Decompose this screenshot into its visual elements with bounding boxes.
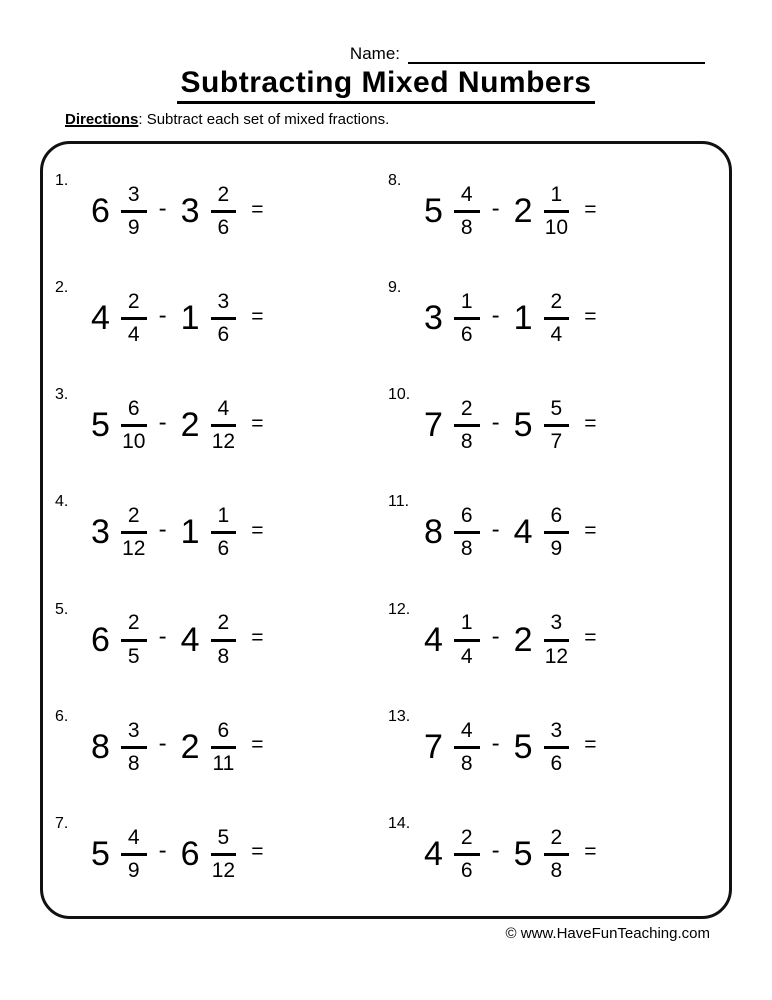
fraction-1: [454, 397, 480, 454]
problem-number: 5.: [55, 600, 69, 618]
title-row: [0, 66, 772, 104]
minus-sign: -: [491, 408, 500, 436]
minus-sign: -: [491, 194, 500, 222]
name-row: [0, 0, 772, 64]
problem-9: [388, 265, 721, 372]
denominator-2: 11: [212, 751, 235, 775]
denominator-1: 12: [122, 537, 146, 561]
denominator-2: 12: [544, 644, 569, 668]
problem-number: 6.: [55, 707, 69, 725]
denominator-1: 4: [460, 644, 473, 668]
copyright-credit: © www.HaveFunTeaching.com: [505, 925, 710, 942]
fraction-2: [211, 611, 237, 668]
directions-text: : Subtract each set of mixed fractions.: [138, 111, 390, 128]
fraction-2: [211, 826, 237, 883]
fraction-2: [544, 290, 570, 347]
fraction-2: [544, 504, 570, 561]
denominator-2: 10: [544, 216, 569, 240]
equals-sign: =: [584, 304, 597, 328]
problem-number: 8.: [388, 172, 402, 189]
numerator-1: 2: [121, 504, 147, 534]
fraction-2: [544, 611, 570, 668]
equals-sign: =: [251, 304, 264, 328]
denominator-2: 9: [550, 537, 563, 561]
equals-sign: =: [251, 197, 264, 221]
denominator-1: 8: [460, 216, 473, 240]
numerator-1: 3: [121, 719, 147, 749]
denominator-1: 6: [460, 858, 473, 882]
problem-number: 1.: [55, 172, 69, 189]
denominator-1: 8: [127, 751, 140, 775]
fraction-1: [454, 719, 480, 776]
whole-number-2: 2: [180, 727, 200, 766]
denominator-1: 8: [460, 537, 473, 561]
problems-box: [40, 141, 732, 919]
numerator-1: 2: [454, 397, 480, 427]
minus-sign: -: [491, 301, 500, 329]
name-blank-line: [408, 46, 705, 64]
whole-number-2: 3: [180, 192, 200, 231]
minus-sign: -: [158, 623, 167, 651]
numerator-1: 2: [454, 826, 480, 856]
numerator-2: 2: [211, 611, 237, 641]
fraction-2: [211, 183, 237, 240]
problem-number: 13.: [388, 707, 411, 725]
equals-sign: =: [584, 626, 597, 650]
problem-2: [55, 265, 388, 372]
denominator-1: 8: [460, 751, 473, 775]
denominator-1: 4: [127, 323, 140, 347]
fraction-2: [211, 290, 237, 347]
numerator-1: 4: [121, 826, 147, 856]
whole-number-2: 5: [513, 834, 533, 873]
problem-number: 4.: [55, 493, 69, 511]
problem-3: [55, 372, 388, 479]
fraction-2: [544, 397, 570, 454]
minus-sign: -: [158, 194, 167, 222]
numerator-2: 2: [211, 183, 237, 213]
page-title: Subtracting Mixed Numbers: [177, 66, 596, 104]
problem-number: 11.: [388, 493, 410, 511]
equals-sign: =: [584, 840, 597, 864]
denominator-2: 8: [217, 644, 230, 668]
problem-13: [388, 694, 721, 801]
fraction-2: [544, 826, 570, 883]
denominator-2: 6: [217, 323, 230, 347]
whole-number-1: 3: [424, 299, 443, 338]
fraction-1: [454, 611, 480, 668]
denominator-1: 5: [127, 644, 140, 668]
problem-8: [388, 158, 721, 265]
numerator-2: 6: [211, 719, 237, 749]
numerator-2: 3: [544, 611, 570, 641]
minus-sign: -: [158, 837, 167, 865]
problem-6: [55, 694, 388, 801]
whole-number-1: 5: [91, 834, 110, 873]
numerator-2: 3: [211, 290, 237, 320]
denominator-1: 9: [127, 216, 140, 240]
whole-number-1: 4: [91, 299, 110, 338]
whole-number-1: 6: [91, 192, 110, 231]
whole-number-1: 6: [91, 620, 110, 659]
problem-number: 3.: [55, 386, 69, 404]
equals-sign: =: [251, 840, 264, 864]
fraction-1: [121, 719, 147, 776]
whole-number-2: 2: [180, 406, 200, 445]
whole-number-2: 6: [180, 834, 200, 873]
minus-sign: -: [491, 837, 500, 865]
minus-sign: -: [158, 515, 167, 543]
denominator-2: 12: [211, 858, 236, 882]
fraction-1: [454, 290, 480, 347]
denominator-1: 6: [460, 323, 473, 347]
equals-sign: =: [251, 518, 264, 542]
fraction-1: [454, 183, 480, 240]
whole-number-2: 2: [513, 620, 533, 659]
numerator-2: 6: [544, 504, 570, 534]
minus-sign: -: [491, 515, 500, 543]
fraction-2: [211, 397, 237, 454]
whole-number-1: 4: [424, 834, 443, 873]
denominator-2: 6: [217, 216, 230, 240]
numerator-1: 6: [121, 397, 147, 427]
numerator-1: 2: [121, 290, 147, 320]
denominator-2: 7: [550, 430, 563, 454]
whole-number-2: 2: [513, 192, 533, 231]
equals-sign: =: [584, 733, 597, 757]
denominator-2: 12: [211, 430, 236, 454]
whole-number-2: 4: [180, 620, 200, 659]
denominator-2: 6: [217, 537, 230, 561]
equals-sign: =: [251, 733, 264, 757]
fraction-1: [454, 826, 480, 883]
problem-number: 7.: [55, 814, 69, 832]
numerator-2: 2: [544, 826, 570, 856]
fraction-2: [544, 719, 570, 776]
minus-sign: -: [158, 408, 167, 436]
whole-number-2: 5: [513, 406, 533, 445]
minus-sign: -: [158, 730, 167, 758]
numerator-2: 3: [544, 719, 570, 749]
denominator-1: 9: [127, 858, 140, 882]
whole-number-1: 5: [91, 406, 110, 445]
problem-11: [388, 479, 721, 586]
equals-sign: =: [251, 626, 264, 650]
problem-7: [55, 801, 388, 908]
fraction-2: [211, 504, 237, 561]
problem-number: 10.: [388, 386, 411, 404]
denominator-2: 8: [550, 858, 563, 882]
numerator-2: 1: [211, 504, 237, 534]
numerator-2: 1: [544, 183, 570, 213]
fraction-2: [211, 719, 237, 776]
problem-10: [388, 372, 721, 479]
problem-1: [55, 158, 388, 265]
numerator-1: 4: [454, 183, 480, 213]
equals-sign: =: [251, 411, 264, 435]
minus-sign: -: [158, 301, 167, 329]
fraction-1: [121, 183, 147, 240]
problem-12: [388, 587, 721, 694]
equals-sign: =: [584, 411, 597, 435]
problem-14: [388, 801, 721, 908]
problem-number: 14.: [388, 814, 411, 832]
denominator-2: 4: [550, 323, 563, 347]
minus-sign: -: [491, 730, 500, 758]
denominator-1: 8: [460, 430, 473, 454]
whole-number-1: 7: [424, 727, 443, 766]
denominator-2: 6: [550, 751, 563, 775]
whole-number-1: 8: [91, 727, 110, 766]
whole-number-2: 1: [180, 299, 200, 338]
name-label: Name:: [349, 44, 400, 63]
numerator-1: 4: [454, 719, 480, 749]
whole-number-1: 7: [424, 406, 443, 445]
fraction-1: [121, 504, 147, 561]
directions-label: Directions: [65, 111, 139, 128]
whole-number-2: 5: [513, 727, 533, 766]
whole-number-2: 4: [513, 513, 533, 552]
problems-grid: [55, 158, 721, 908]
fraction-1: [121, 611, 147, 668]
whole-number-1: 5: [424, 192, 443, 231]
numerator-1: 3: [121, 183, 147, 213]
whole-number-2: 1: [180, 513, 200, 552]
numerator-1: 6: [454, 504, 480, 534]
fraction-1: [121, 290, 147, 347]
whole-number-1: 4: [424, 620, 443, 659]
whole-number-1: 8: [424, 513, 443, 552]
numerator-1: 2: [121, 611, 147, 641]
numerator-2: 4: [211, 397, 237, 427]
numerator-2: 5: [211, 826, 237, 856]
fraction-2: [544, 183, 570, 240]
directions: [0, 111, 772, 128]
fraction-1: [121, 397, 147, 454]
fraction-1: [121, 826, 147, 883]
equals-sign: =: [584, 197, 597, 221]
problem-4: [55, 479, 388, 586]
equals-sign: =: [584, 518, 597, 542]
problem-number: 2.: [55, 279, 69, 297]
problem-number: 12.: [388, 600, 411, 618]
problem-5: [55, 587, 388, 694]
numerator-1: 1: [454, 290, 480, 320]
numerator-1: 1: [454, 611, 480, 641]
whole-number-1: 3: [91, 513, 110, 552]
minus-sign: -: [491, 623, 500, 651]
denominator-1: 10: [122, 430, 146, 454]
numerator-2: 2: [544, 290, 570, 320]
problem-number: 9.: [388, 279, 402, 297]
footer: [0, 925, 772, 942]
fraction-1: [454, 504, 480, 561]
numerator-2: 5: [544, 397, 570, 427]
whole-number-2: 1: [513, 299, 533, 338]
